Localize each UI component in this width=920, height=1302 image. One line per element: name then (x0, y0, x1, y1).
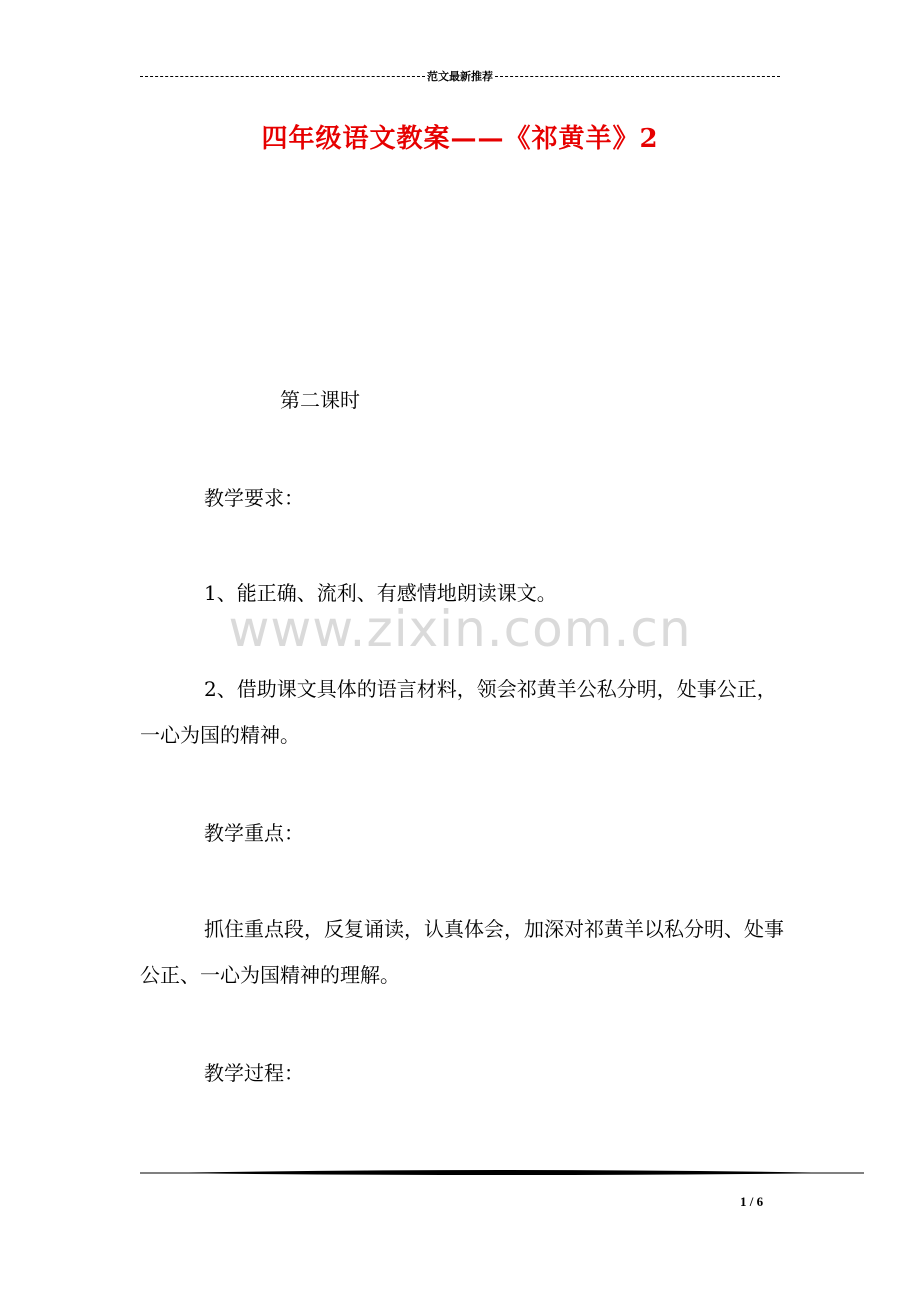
running-header (140, 68, 780, 84)
lesson-label: 第二课时 (280, 388, 360, 412)
requirements-heading: 教学要求： (204, 486, 304, 510)
footer-rule (140, 1163, 864, 1183)
process-heading: 教学过程： (204, 1061, 304, 1085)
focus-heading: 教学重点： (204, 821, 304, 845)
header-dash-left (140, 76, 425, 77)
document-title: 四年级语文教案——《祁黄羊》2 (261, 124, 659, 154)
header-dash-right (495, 76, 780, 77)
page-number: 1 / 6 (740, 1194, 764, 1209)
focus-text: 抓住重点段，反复诵读，认真体会，加深对祁黄羊以私分明、处事公正、一心为国精神的理解。 (140, 917, 784, 987)
requirement-1: 1、能正确、流利、有感情地朗读课文。 (204, 581, 557, 605)
watermark: www.zixin.com.cn (228, 600, 692, 658)
requirement-2: 2、借助课文具体的语言材料，领会祁黄羊公私分明，处事公正，一心为国的精神。 (140, 677, 777, 747)
header-label: 范文最新推荐 (427, 70, 493, 83)
